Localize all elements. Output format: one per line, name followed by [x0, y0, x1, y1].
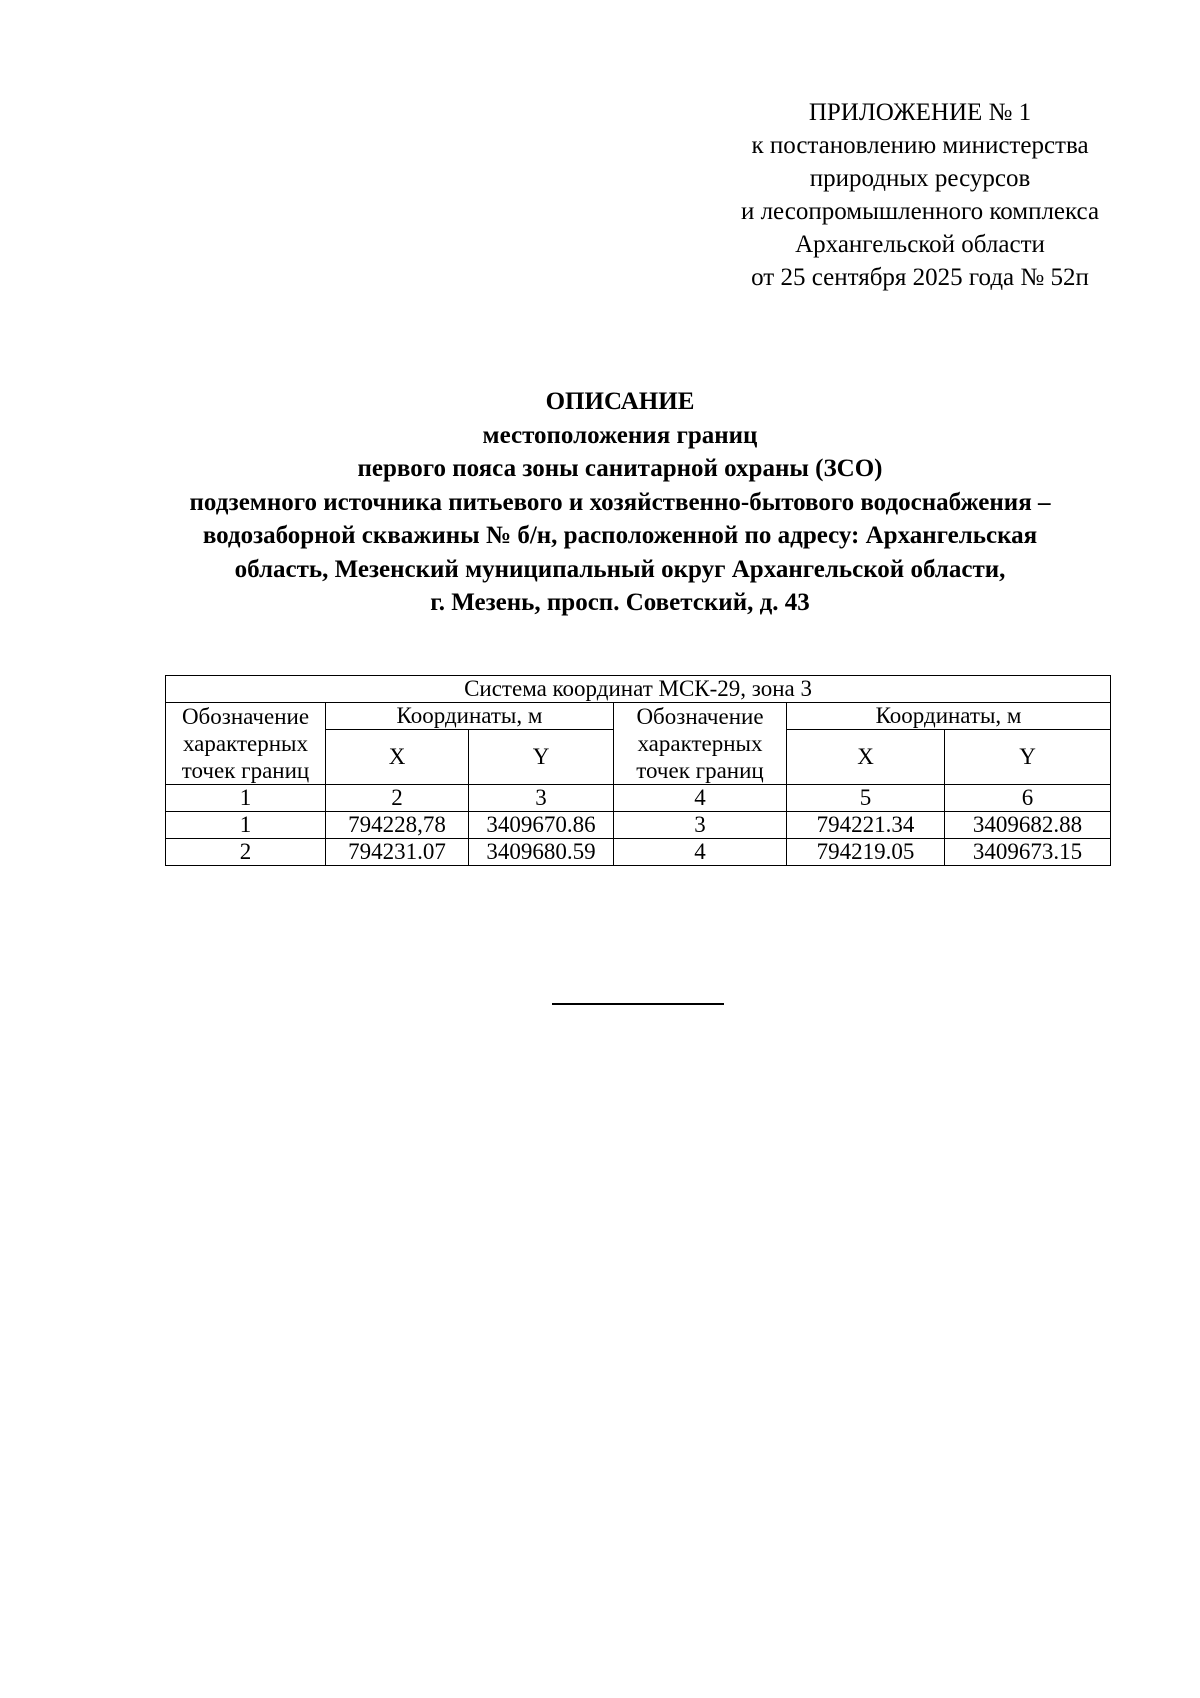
end-divider	[552, 1003, 724, 1005]
appendix-date-line: от 25 сентября 2025 года № 52п	[751, 264, 1089, 291]
title-line: подземного источника питьевого и хозяйственно-бытового водоснабжения –	[189, 488, 1051, 516]
column-number: 2	[326, 785, 469, 812]
appendix-line: к постановлению министерства	[751, 132, 1089, 159]
column-number: 5	[787, 785, 945, 812]
column-number: 1	[166, 785, 326, 812]
coordinates-table	[165, 675, 1111, 866]
point-id: 4	[614, 839, 787, 866]
y-value: 3409682.88	[945, 812, 1111, 839]
appendix-line: Архангельской области	[795, 231, 1045, 258]
appendix-title: ПРИЛОЖЕНИЕ № 1	[808, 99, 1032, 126]
y-value: 3409670.86	[469, 812, 614, 839]
title-line: г. Мезень, просп. Советский, д. 43	[430, 589, 810, 616]
title-line: первого пояса зоны санитарной охраны (ЗСО)	[357, 455, 883, 482]
x-header: X	[326, 730, 469, 785]
column-number: 6	[945, 785, 1111, 812]
table-header-row	[166, 703, 1111, 730]
appendix-line: природных ресурсов	[809, 165, 1031, 192]
y-value: 3409680.59	[469, 839, 614, 866]
table-caption: Система координат МСК-29, зона 3	[166, 676, 1111, 703]
x-value: 794228,78	[326, 812, 469, 839]
y-header: Y	[469, 730, 614, 785]
table-row	[166, 839, 1111, 866]
title-line: область, Мезенский муниципальный округ Архангельской области,	[234, 555, 1006, 583]
point-label-header: Обозначение характерных точек границ	[614, 703, 787, 785]
coords-header: Координаты, м	[326, 703, 614, 730]
point-id: 2	[166, 839, 326, 866]
title-line: местоположения границ	[482, 421, 758, 449]
column-number: 3	[469, 785, 614, 812]
x-header: X	[787, 730, 945, 785]
title-line: водозаборной скважины № б/н, расположенной по адресу: Архангельская	[202, 522, 1038, 549]
point-id: 3	[614, 812, 787, 839]
document-title	[40, 385, 1200, 620]
appendix-header	[700, 96, 1140, 294]
point-id: 1	[166, 812, 326, 839]
column-number: 4	[614, 785, 787, 812]
coords-header: Координаты, м	[787, 703, 1111, 730]
x-value: 794219.05	[787, 839, 945, 866]
title-heading: ОПИСАНИЕ	[545, 388, 695, 415]
table-caption-row	[166, 676, 1111, 703]
appendix-line: и лесопромышленного комплекса	[740, 198, 1100, 225]
y-header: Y	[945, 730, 1111, 785]
point-label-header: Обозначение характерных точек границ	[166, 703, 326, 785]
x-value: 794231.07	[326, 839, 469, 866]
y-value: 3409673.15	[945, 839, 1111, 866]
table-row	[166, 812, 1111, 839]
column-number-row	[166, 785, 1111, 812]
x-value: 794221.34	[787, 812, 945, 839]
